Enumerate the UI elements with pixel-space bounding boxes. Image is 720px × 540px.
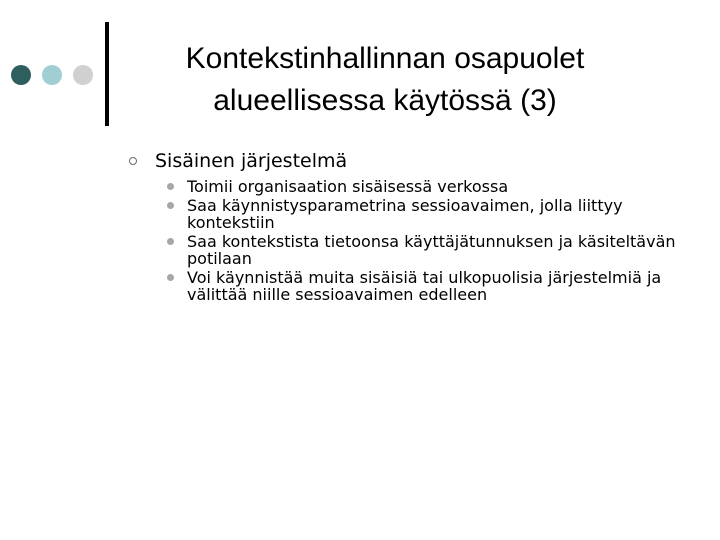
- sub-bullet-item: [187, 178, 685, 196]
- sub-bullet-item: [187, 197, 685, 232]
- title-line-2: alueellisessa käytössä (3): [213, 84, 557, 117]
- slide-title: [115, 38, 655, 122]
- ring-bullet-icon: [129, 157, 137, 165]
- sub-bullet-list: [125, 178, 685, 304]
- decor-dot-1: [11, 65, 31, 85]
- dot-bullet-icon: [167, 202, 174, 209]
- decor-dot-3: [73, 65, 93, 85]
- dot-bullet-icon: [167, 274, 174, 281]
- section-heading: Sisäinen järjestelmä: [155, 150, 348, 172]
- sub-bullet-item: [187, 233, 685, 268]
- dot-bullet-icon: [167, 238, 174, 245]
- title-divider: [105, 22, 109, 126]
- sub-bullet-text: Toimii organisaation sisäisessä verkossa: [187, 177, 509, 196]
- sub-bullet-text: Voi käynnistää muita sisäisiä tai ulkopuolisia järjestelmiä ja välittää niille sessioavaimen edelleen: [187, 267, 662, 304]
- bullet-level-1: [125, 150, 685, 172]
- slide-content: [125, 150, 685, 305]
- title-line-1: Kontekstinhallinnan osapuolet: [185, 42, 585, 75]
- sub-bullet-text: Saa kontekstista tietoonsa käyttäjätunnuksen ja käsiteltävän potilaan: [187, 231, 676, 268]
- sub-bullet-item: [187, 269, 685, 304]
- decor-dot-2: [42, 65, 62, 85]
- dot-bullet-icon: [167, 183, 174, 190]
- sub-bullet-text: Saa käynnistysparametrina sessioavaimen, jolla liittyy kontekstiin: [187, 195, 623, 232]
